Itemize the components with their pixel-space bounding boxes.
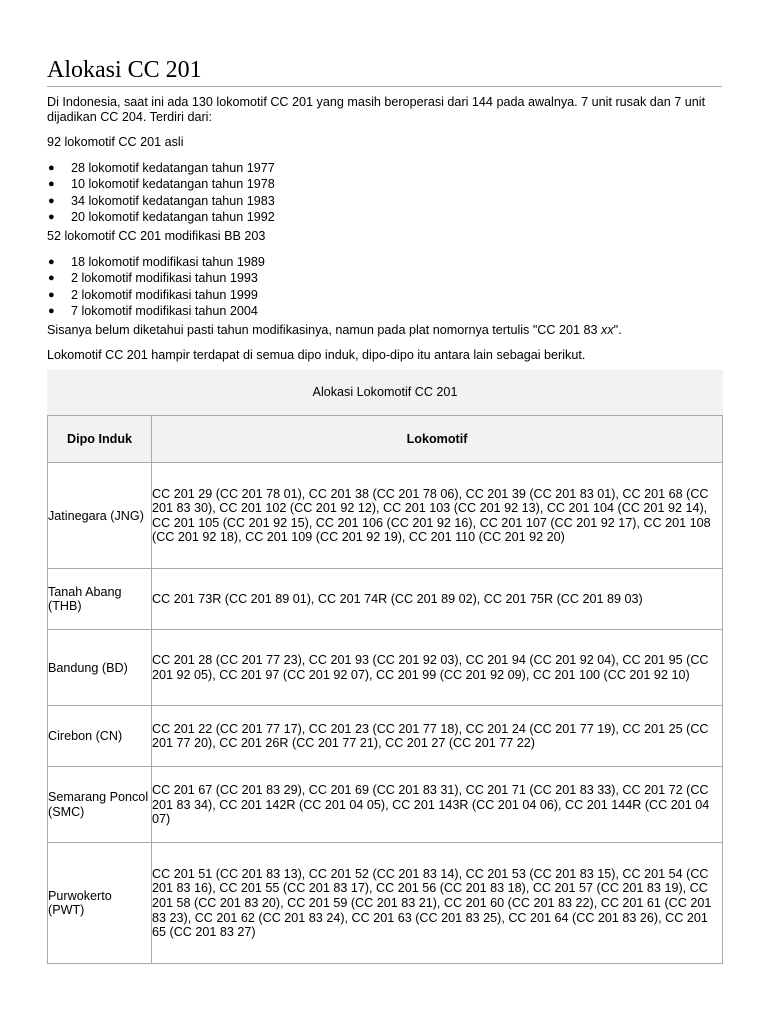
table-header-row bbox=[48, 416, 723, 463]
table-row bbox=[48, 463, 723, 569]
lokomotif-cell: CC 201 67 (CC 201 83 29), CC 201 69 (CC 201 83 31), CC 201 71 (CC 201 83 33), CC 201 72 (CC 201 83 34), CC 201 142R (CC 201 04 05), CC 201 143R (CC 201 04 06), CC 201 144R (CC 201 04 07) bbox=[152, 767, 723, 843]
dipo-cell: Purwokerto (PWT) bbox=[48, 843, 152, 964]
column-header-dipo: Dipo Induk bbox=[48, 416, 152, 463]
depot-sentence: Lokomotif CC 201 hampir terdapat di semua dipo induk, dipo-dipo itu antara lain sebagai berikut. bbox=[47, 348, 586, 363]
column-header-lokomotif: Lokomotif bbox=[152, 416, 723, 463]
list-item: ● 7 lokomotif modifikasi tahun 2004 bbox=[48, 304, 258, 319]
table-row bbox=[48, 843, 723, 964]
table-row bbox=[48, 767, 723, 843]
bullet-icon: ● bbox=[48, 178, 55, 191]
bullet-icon: ● bbox=[48, 194, 55, 207]
list-item: ● 34 lokomotif kedatangan tahun 1983 bbox=[48, 193, 275, 208]
table-row bbox=[48, 630, 723, 706]
dipo-cell: Semarang Poncol (SMC) bbox=[48, 767, 152, 843]
lokomotif-cell: CC 201 73R (CC 201 89 01), CC 201 74R (CC 201 89 02), CC 201 75R (CC 201 89 03) bbox=[152, 569, 723, 630]
table-row bbox=[48, 569, 723, 630]
bullet-icon: ● bbox=[48, 210, 55, 223]
dipo-cell: Jatinegara (JNG) bbox=[48, 463, 152, 569]
modified-heading: 52 lokomotif CC 201 modifikasi BB 203 bbox=[47, 229, 266, 244]
note-paragraph: Sisanya belum diketahui pasti tahun modifikasinya, namun pada plat nomornya tertulis "CC 201 83 xx". bbox=[47, 323, 622, 338]
list-item: ● 18 lokomotif modifikasi tahun 1989 bbox=[48, 255, 265, 270]
dipo-cell: Bandung (BD) bbox=[48, 630, 152, 706]
lokomotif-cell: CC 201 22 (CC 201 77 17), CC 201 23 (CC 201 77 18), CC 201 24 (CC 201 77 19), CC 201 25 (CC 201 77 20), CC 201 26R (CC 201 77 21), CC 201 27 (CC 201 77 22) bbox=[152, 706, 723, 767]
table-caption: Alokasi Lokomotif CC 201 bbox=[47, 370, 723, 415]
list-item: ● 28 lokomotif kedatangan tahun 1977 bbox=[48, 161, 275, 175]
dipo-cell: Tanah Abang (THB) bbox=[48, 569, 152, 630]
lokomotif-cell: CC 201 51 (CC 201 83 13), CC 201 52 (CC 201 83 14), CC 201 53 (CC 201 83 15), CC 201 54 (CC 201 83 16), CC 201 55 (CC 201 83 17), CC 201 56 (CC 201 83 18), CC 201 57 (CC 201 83 19), CC 201 58 (CC 201 83 20), CC 201 59 (CC 201 83 21), CC 201 60 (CC 201 83 22), CC 201 61 (CC 201 83 23), CC 201 62 (CC 201 83 24), CC 201 63 (CC 201 83 25), CC 201 64 (CC 201 83 26), CC 201 65 (CC 201 83 27) bbox=[152, 843, 723, 964]
modified-list bbox=[47, 254, 722, 319]
bullet-icon: ● bbox=[48, 272, 55, 285]
lokomotif-cell: CC 201 29 (CC 201 78 01), CC 201 38 (CC 201 78 06), CC 201 39 (CC 201 83 01), CC 201 68 (CC 201 83 30), CC 201 102 (CC 201 92 12), CC 201 103 (CC 201 92 13), CC 201 104 (CC 201 92 14), CC 201 105 (CC 201 92 15), CC 201 106 (CC 201 92 16), CC 201 107 (CC 201 92 17), CC 201 108 (CC 201 92 18), CC 201 109 (CC 201 92 19), CC 201 110 (CC 201 92 20) bbox=[152, 463, 723, 569]
bullet-icon: ● bbox=[48, 162, 55, 174]
lokomotif-cell: CC 201 28 (CC 201 77 23), CC 201 93 (CC 201 92 03), CC 201 94 (CC 201 92 04), CC 201 95 (CC 201 92 05), CC 201 97 (CC 201 92 07), CC 201 99 (CC 201 92 09), CC 201 100 (CC 201 92 10) bbox=[152, 630, 723, 706]
list-item: ● 2 lokomotif modifikasi tahun 1999 bbox=[48, 287, 258, 302]
list-item: ● 2 lokomotif modifikasi tahun 1993 bbox=[48, 271, 258, 286]
dipo-cell: Cirebon (CN) bbox=[48, 706, 152, 767]
bullet-icon: ● bbox=[48, 288, 55, 301]
allocation-table bbox=[47, 370, 723, 964]
bullet-icon: ● bbox=[48, 256, 55, 269]
list-item: ● 20 lokomotif kedatangan tahun 1992 bbox=[48, 209, 275, 224]
original-heading: 92 lokomotif CC 201 asli bbox=[47, 135, 184, 149]
bullet-icon: ● bbox=[48, 305, 55, 318]
list-item: ● 10 lokomotif kedatangan tahun 1978 bbox=[48, 177, 275, 192]
intro-paragraph: Di Indonesia, saat ini ada 130 lokomotif CC 201 yang masih beroperasi dari 144 pada awalnya. 7 unit rusak dan 7 unit dijadikan CC 204. Terdiri dari: bbox=[47, 95, 706, 124]
table-row bbox=[48, 706, 723, 767]
original-list bbox=[47, 160, 722, 225]
page-title: Alokasi CC 201 bbox=[47, 55, 722, 87]
article bbox=[47, 55, 722, 964]
